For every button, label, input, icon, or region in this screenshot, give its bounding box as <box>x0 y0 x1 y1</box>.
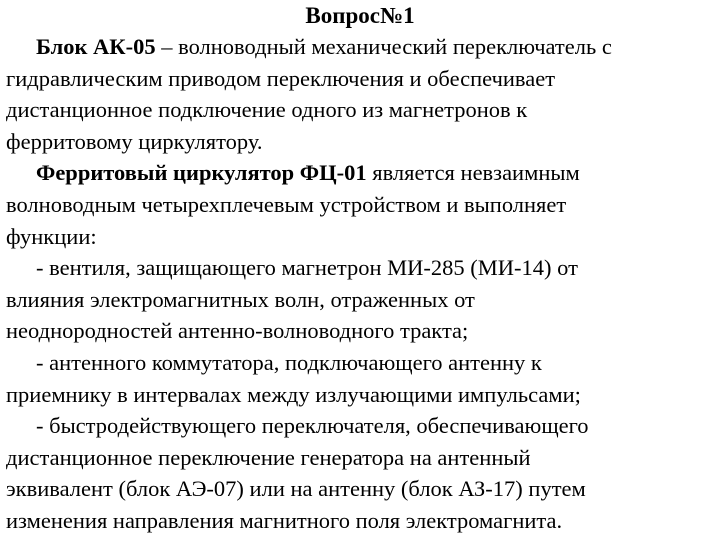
text-line: - вентиля, защищающего магнетрон МИ-285 (МИ-14) от <box>36 255 578 281</box>
text-fragment: является невзаимным <box>366 160 580 186</box>
text-line <box>6 31 714 63</box>
text-line: - быстродействующего переключателя, обеспечивающего <box>36 413 589 439</box>
text-line: ферритовому циркулятору. <box>6 128 263 154</box>
text-line: дистанционное подключение одного из магнетронов к <box>6 97 528 123</box>
list-item-switch <box>6 347 714 410</box>
paragraph-block-ak05 <box>6 31 714 157</box>
text-line: - антенного коммутатора, подключающего антенну к <box>36 349 542 375</box>
term-circulator: Ферритовый циркулятор ФЦ-01 <box>36 160 367 186</box>
page-title: Вопрос№1 <box>305 3 415 28</box>
list-item-fast-switch <box>6 410 714 536</box>
text-line: изменения направления магнитного поля электромагнита. <box>6 507 563 533</box>
text-line: функции: <box>6 223 97 249</box>
list-item-valve <box>6 252 714 347</box>
text-line: неоднородностей антенно-волноводного тракта; <box>6 318 469 344</box>
text-line: приемнику в интервалах между излучающими импульсами; <box>6 381 581 407</box>
text-line <box>6 157 714 189</box>
text-line: влияния электромагнитных волн, отраженных от <box>6 286 475 312</box>
text-line: эквивалент (блок АЭ-07) или на антенну (блок АЗ-17) путем <box>6 476 586 502</box>
text-fragment: – волноводный механический переключатель с <box>155 34 612 59</box>
text-line: волноводным четырехплечевым устройством и выполняет <box>6 191 567 217</box>
term-block-ak05: Блок АК-05 <box>36 34 156 59</box>
paragraph-circulator <box>6 157 714 252</box>
text-line: дистанционное переключение генератора на антенный <box>6 444 531 470</box>
text-line: гидравлическим приводом переключения и обеспечивает <box>6 65 556 91</box>
